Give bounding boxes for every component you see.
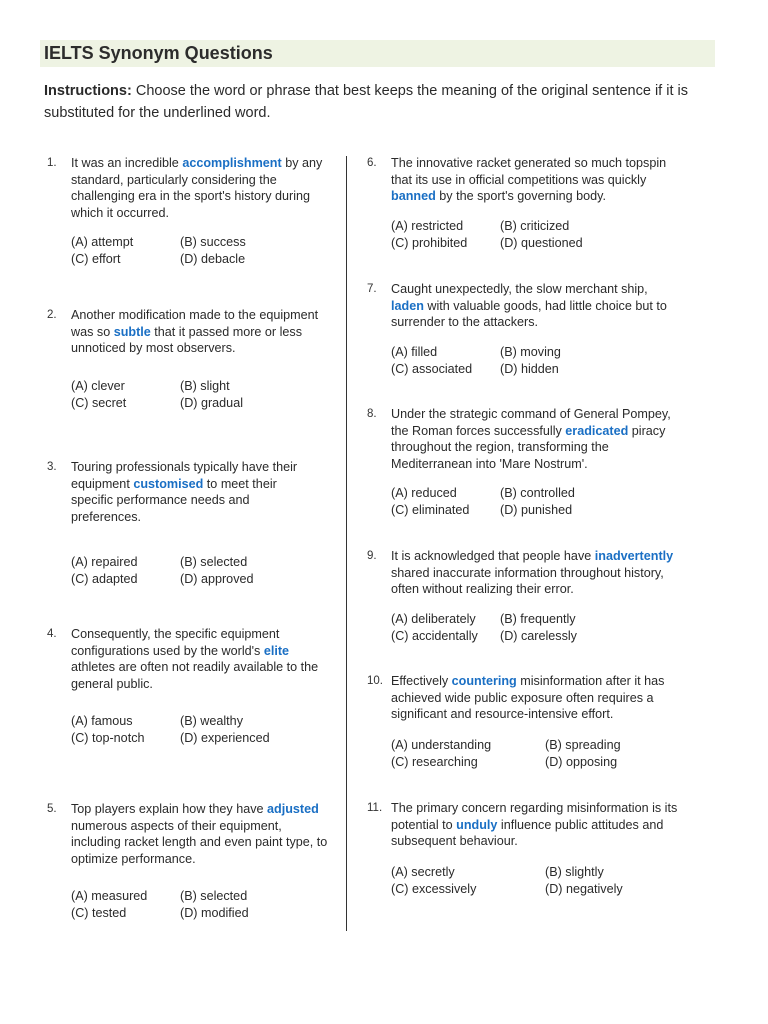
option-b[interactable]: (B) success (180, 235, 246, 249)
option-c[interactable]: (C) secret (71, 395, 127, 410)
option-b[interactable]: (B) wealthy (180, 714, 243, 728)
question-number: 1. (47, 157, 57, 169)
question-stem: Caught unexpectedly, the slow merchant ship, laden with valuable goods, had little choice but to surrender to the attackers. (391, 282, 667, 329)
question-number: 6. (367, 157, 377, 169)
option-a[interactable]: (A) deliberately (391, 612, 476, 626)
option-a[interactable]: (A) clever (71, 379, 125, 393)
instructions-label: Instructions: (44, 83, 132, 99)
option-a[interactable]: (A) famous (71, 714, 133, 728)
option-d[interactable]: (D) punished (500, 502, 573, 517)
page-title: IELTS Synonym Questions (44, 43, 273, 63)
instructions (44, 81, 704, 124)
option-a[interactable]: (A) restricted (391, 219, 464, 233)
column-divider (346, 156, 347, 931)
option-c[interactable]: (C) effort (71, 251, 121, 266)
option-d[interactable]: (D) carelessly (500, 628, 577, 643)
target-word: customised (133, 476, 204, 491)
question-number: 5. (47, 803, 57, 815)
option-d[interactable]: (D) questioned (500, 235, 583, 250)
option-d[interactable]: (D) opposing (545, 754, 618, 769)
target-word: banned (391, 189, 436, 203)
option-c[interactable]: (C) eliminated (391, 502, 470, 517)
option-d[interactable]: (D) negatively (545, 881, 623, 896)
question-stem: The primary concern regarding misinformation is its potential to unduly influence public attitudes and subsequent behaviour. (391, 801, 678, 848)
target-word: subtle (113, 324, 151, 339)
target-word: eradicated (565, 423, 629, 438)
option-a[interactable]: (A) reduced (391, 486, 457, 500)
option-b[interactable]: (B) spreading (545, 738, 621, 752)
target-word: adjusted (267, 802, 319, 816)
option-b[interactable]: (B) criticized (500, 219, 570, 233)
option-a[interactable]: (A) repaired (71, 555, 138, 569)
question-stem: Top players explain how they have adjusted numerous aspects of their equipment, including racket length and even paint type, to optimize performance. (71, 802, 328, 866)
option-a[interactable]: (A) secretly (391, 865, 455, 879)
question-number: 11. (367, 802, 383, 814)
question-stem: Consequently, the specific equipment configurations used by the world's elite athletes are often not readily available to the general public. (71, 627, 319, 691)
question-stem: Touring professionals typically have their equipment customised to meet their specific performance needs and preferences. (71, 460, 298, 524)
option-b[interactable]: (B) moving (500, 345, 561, 359)
option-d[interactable]: (D) approved (180, 571, 254, 586)
option-d[interactable]: (D) experienced (180, 730, 270, 745)
option-c[interactable]: (C) top-notch (71, 730, 145, 745)
question-number: 7. (367, 283, 377, 295)
option-a[interactable]: (A) filled (391, 345, 438, 359)
question-number: 10. (367, 675, 383, 687)
option-a[interactable]: (A) measured (71, 889, 148, 903)
option-c[interactable]: (C) prohibited (391, 235, 468, 250)
option-b[interactable]: (B) slightly (545, 865, 604, 879)
target-word: elite (263, 643, 290, 658)
question-stem: The innovative racket generated so much topspin that its use in official competitions was quickly banned by the sport's governing body. (391, 156, 667, 203)
question-stem: Another modification made to the equipment was so subtle that it passed more or less unnoticed by most observers. (71, 308, 319, 355)
question-stem: It was an incredible accomplishment by any standard, particularly considering the challenging era in the sport's history during which it occurred. (71, 156, 323, 220)
question-number: 2. (47, 309, 57, 321)
option-a[interactable]: (A) attempt (71, 235, 134, 249)
option-c[interactable]: (C) accidentally (391, 628, 478, 643)
option-d[interactable]: (D) hidden (500, 361, 559, 376)
option-b[interactable]: (B) selected (180, 889, 248, 903)
option-b[interactable]: (B) selected (180, 555, 248, 569)
option-a[interactable]: (A) understanding (391, 738, 492, 752)
option-c[interactable]: (C) researching (391, 754, 478, 769)
option-c[interactable]: (C) associated (391, 361, 473, 376)
question-stem: Effectively countering misinformation after it has achieved wide public exposure often requires a significant and resource-intensive effort. (391, 674, 665, 721)
question-number: 9. (367, 550, 377, 562)
target-word: laden (391, 298, 424, 313)
question-stem: Under the strategic command of General Pompey, the Roman forces successfully eradicated piracy throughout the region, transforming the Mediterranean into 'Mare Nostrum'. (391, 407, 671, 471)
option-d[interactable]: (D) debacle (180, 251, 246, 266)
question-stem: It is acknowledged that people have inadvertently shared inaccurate information throughout history, often without realizing their error. (391, 549, 674, 596)
target-word: unduly (456, 817, 498, 832)
option-c[interactable]: (C) excessively (391, 881, 477, 896)
target-word: accomplishment (182, 156, 282, 170)
target-word: inadvertently (594, 549, 674, 563)
option-b[interactable]: (B) slight (180, 379, 230, 393)
option-d[interactable]: (D) gradual (180, 395, 243, 410)
option-c[interactable]: (C) adapted (71, 571, 138, 586)
option-d[interactable]: (D) modified (180, 905, 249, 920)
question-number: 3. (47, 461, 57, 473)
option-b[interactable]: (B) controlled (500, 486, 575, 500)
question-number: 8. (367, 408, 377, 420)
question-number: 4. (47, 628, 57, 640)
option-c[interactable]: (C) tested (71, 905, 127, 920)
target-word: countering (451, 674, 517, 688)
option-b[interactable]: (B) frequently (500, 612, 576, 626)
instructions-text: Choose the word or phrase that best keeps the meaning of the original sentence if it is substituted for the underlined word. (44, 83, 688, 121)
title-band (40, 40, 715, 67)
